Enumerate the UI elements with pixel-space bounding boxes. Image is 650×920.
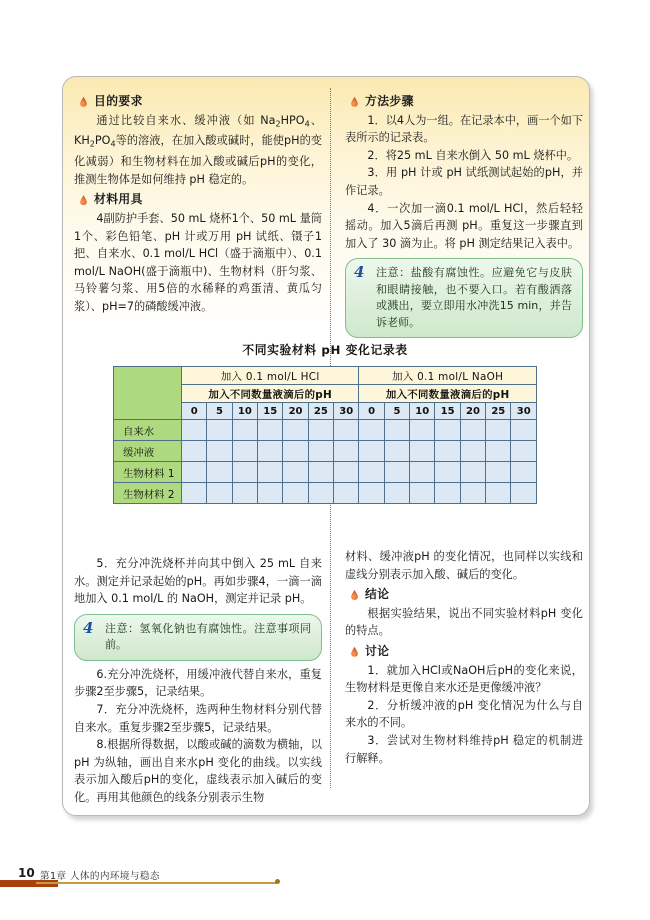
warning-exclamation-icon: 4 (354, 263, 365, 282)
section-heading-procedure-label: 方法步骤 (365, 94, 414, 108)
table-cell[interactable] (435, 483, 460, 504)
page-number: 10 (18, 866, 35, 880)
table-sub-header-hcl: 加入不同数量液滴后的pH (182, 385, 359, 403)
table-cell[interactable] (486, 462, 511, 483)
table-cell[interactable] (410, 420, 435, 441)
table-cell[interactable] (334, 483, 359, 504)
table-cell[interactable] (334, 420, 359, 441)
table-cell[interactable] (283, 420, 308, 441)
table-group-header-hcl: 加入 0.1 mol/L HCl (182, 367, 359, 385)
table-cell[interactable] (283, 441, 308, 462)
left-column-bottom (74, 555, 322, 807)
table-row (114, 483, 537, 504)
procedure-step-4: 4．一次加一滴0.1 mol/L HCl，然后轻轻摇动。加入5滴后再测 pH。重复这一步骤直到加入了 30 滴为止。将 pH 测定结果记入表中。 (345, 201, 583, 250)
section-heading-purpose (80, 93, 322, 111)
table-drop-count: 30 (511, 403, 537, 420)
footer-end-dot (275, 879, 280, 884)
table-cell[interactable] (460, 420, 485, 441)
water-drop-icon (351, 97, 358, 107)
table-cell[interactable] (384, 483, 409, 504)
table-cell[interactable] (435, 441, 460, 462)
procedure-step-7: 7．充分冲洗烧杯，选两种生物材料分别代替自来水。重复步骤2至步骤5，记录结果。 (74, 702, 322, 734)
table-cell[interactable] (283, 462, 308, 483)
purpose-body-sub-4: 4 (110, 139, 116, 149)
table-drop-count: 25 (308, 403, 333, 420)
table-cell[interactable] (359, 483, 384, 504)
table-drop-count: 0 (359, 403, 384, 420)
procedure-step-8-continuation: 材料、缓冲液pH 的变化情况，也同样以实线和虚线分别表示加入酸、碱后的变化。 (345, 550, 583, 581)
right-column-top (345, 90, 583, 343)
table-cell[interactable] (308, 420, 333, 441)
table-cell[interactable] (232, 483, 257, 504)
table-cell[interactable] (359, 441, 384, 462)
procedure-step-1: 1．以4人为一组。在记录本中，画一个如下表所示的记录表。 (345, 113, 584, 145)
table-cell[interactable] (182, 483, 207, 504)
table-cell[interactable] (182, 462, 207, 483)
caution-note-base-text: 注意：氢氧化钠也有腐蚀性。注意事项同前。 (105, 621, 311, 652)
table-group-header-naoh: 加入 0.1 mol/L NaOH (359, 367, 537, 385)
table-sub-header-naoh: 加入不同数量液滴后的pH (359, 385, 537, 403)
ph-record-table (113, 366, 537, 504)
table-cell[interactable] (486, 483, 511, 504)
table-cell[interactable] (511, 420, 537, 441)
section-heading-conclusion-label: 结论 (365, 587, 390, 602)
discussion-question-2: 2．分析缓冲液的pH 变化情况为什么与自来水的不同。 (345, 698, 583, 730)
right-column-bottom (345, 548, 583, 767)
table-cell[interactable] (435, 462, 460, 483)
table-drop-count: 10 (410, 403, 435, 420)
table-cell[interactable] (207, 420, 232, 441)
table-cell[interactable] (410, 462, 435, 483)
purpose-body-sub-2: 4 (304, 118, 310, 128)
section-heading-discussion-label: 讨论 (365, 643, 390, 658)
table-row (114, 420, 537, 441)
table-drop-count: 10 (232, 403, 257, 420)
table-cell[interactable] (486, 441, 511, 462)
table-drop-count: 5 (384, 403, 409, 420)
table-drop-count: 0 (182, 403, 207, 420)
warning-exclamation-icon: 4 (83, 618, 94, 637)
water-drop-icon (80, 195, 87, 205)
water-drop-icon (351, 647, 358, 657)
section-heading-procedure (351, 93, 583, 111)
caution-note-acid-text: 注意：盐酸有腐蚀性。应避免它与皮肤和眼睛接触，也不要入口。若有酸洒落或溅出，要立即用水冲洗15 min，并告诉老师。 (376, 266, 572, 329)
purpose-body-part-e: 、KH (74, 113, 322, 148)
section-heading-materials-label: 材料用具 (94, 192, 143, 207)
caution-note-acid (345, 258, 583, 338)
purpose-body-part-g: PO (94, 134, 111, 148)
conclusion-body: 根据实验结果，说出不同实验材料pH 变化的特点。 (345, 606, 583, 638)
table-drop-count: 5 (207, 403, 232, 420)
table-cell[interactable] (258, 483, 283, 504)
water-drop-icon (351, 590, 358, 600)
table-cell[interactable] (460, 462, 485, 483)
table-cell[interactable] (232, 420, 257, 441)
table-cell[interactable] (232, 441, 257, 462)
table-cell[interactable] (308, 441, 333, 462)
table-cell[interactable] (384, 420, 409, 441)
table-cell[interactable] (486, 420, 511, 441)
water-drop-icon (80, 97, 87, 107)
table-cell[interactable] (410, 441, 435, 462)
table-cell[interactable] (410, 483, 435, 504)
table-cell[interactable] (232, 462, 257, 483)
table-drop-count: 25 (486, 403, 511, 420)
table-cell[interactable] (283, 483, 308, 504)
procedure-step-2: 2．将25 mL 自来水倒入 50 mL 烧杯中。 (367, 148, 579, 162)
table-cell[interactable] (258, 462, 283, 483)
discussion-question-1: 1．就加入HCl或NaOH后pH的变化来说，生物材料是更像自来水还是更像缓冲液？ (345, 663, 583, 695)
page-footer (0, 866, 650, 888)
procedure-step-5: 5．充分冲洗烧杯并向其中倒入 25 mL 自来水。测定并记录起始的pH。再如步骤4，一滴一滴地加入 0.1 mol/L 的 NaOH，测定并记录 pH。 (74, 557, 322, 606)
table-row-group-header (114, 367, 537, 385)
discussion-question-3: 3．尝试对生物材料维持pH 稳定的机制进行解释。 (345, 733, 583, 765)
table-cell[interactable] (308, 462, 333, 483)
table-row-label: 自来水 (114, 420, 182, 441)
table-cell[interactable] (384, 441, 409, 462)
table-drop-count: 15 (435, 403, 460, 420)
caution-note-base (74, 614, 322, 661)
table-cell[interactable] (334, 462, 359, 483)
table-row-label: 生物材料 2 (114, 483, 182, 504)
table-cell[interactable] (435, 420, 460, 441)
table-cell[interactable] (207, 462, 232, 483)
table-cell[interactable] (182, 420, 207, 441)
table-cell[interactable] (511, 462, 537, 483)
procedure-step-3: 3．用 pH 计或 pH 试纸测试起始的pH，并作记录。 (345, 166, 583, 197)
table-cell[interactable] (460, 441, 485, 462)
materials-body: 4副防护手套、50 mL 烧杯1个、50 mL 量筒1个、彩色铅笔、pH 计或万用 pH 试纸、镊子1把、自来水、0.1 mol/L HCl（盛于滴瓶中）、0.1 mol/L NaOH(盛于滴瓶中)、生物材料（肝匀浆、马铃薯匀浆、用5倍的水稀释的鸡蛋清、黄瓜匀浆）、pH=7的磷酸缓冲液。 (74, 212, 322, 314)
table-drop-count: 20 (283, 403, 308, 420)
left-column-top (74, 90, 322, 316)
purpose-body-part-a: 通过比较自来水、缓冲液（如 Na (96, 113, 276, 127)
table-cell[interactable] (207, 441, 232, 462)
table-drop-count: 30 (334, 403, 359, 420)
procedure-step-8: 8.根据所得数据，以酸或碱的滴数为横轴，以 pH 为纵轴，画出自来水pH 变化的曲线。以实线表示加入酸后pH的变化，虚线表示加入碱后的变化。再用其他颜色的线条分别表示生物 (74, 738, 322, 804)
purpose-body-sub-1: 2 (275, 118, 281, 128)
table-cell[interactable] (460, 483, 485, 504)
table-cell[interactable] (511, 441, 537, 462)
purpose-body-sub-3: 2 (89, 139, 95, 149)
table-cell[interactable] (334, 441, 359, 462)
table-cell[interactable] (308, 483, 333, 504)
purpose-body-part-c: HPO (280, 113, 305, 127)
table-drop-count: 20 (460, 403, 485, 420)
table-title: 不同实验材料 pH 变化记录表 (242, 343, 408, 357)
footer-rule-line (36, 882, 278, 884)
table-row-label: 生物材料 1 (114, 462, 182, 483)
table-cell[interactable] (359, 420, 384, 441)
table-cell[interactable] (182, 441, 207, 462)
table-row (114, 441, 537, 462)
table-cell[interactable] (511, 483, 537, 504)
table-cell[interactable] (207, 483, 232, 504)
purpose-body-part-i: 等的溶液，在加入酸或碱时，能使pH的变化减弱）和生物材料在加入酸或碱后pH的变化，推测生物体是如何维持 pH 稳定的。 (74, 134, 322, 186)
table-cell[interactable] (384, 462, 409, 483)
section-heading-materials (80, 191, 322, 209)
table-row (114, 462, 537, 483)
procedure-step-6: 6.充分冲洗烧杯，用缓冲液代替自来水，重复步骤2至步骤5，记录结果。 (74, 667, 322, 699)
table-cell[interactable] (258, 420, 283, 441)
section-heading-purpose-label: 目的要求 (94, 94, 143, 108)
section-heading-discussion (351, 643, 583, 661)
section-heading-conclusion (351, 586, 583, 604)
chapter-title: 第1章 人体的内环境与稳态 (40, 871, 160, 882)
table-corner-cell (114, 367, 182, 420)
table-cell[interactable] (258, 441, 283, 462)
table-row-label: 缓冲液 (114, 441, 182, 462)
table-cell[interactable] (359, 462, 384, 483)
purpose-body (74, 112, 322, 189)
table-drop-count: 15 (258, 403, 283, 420)
